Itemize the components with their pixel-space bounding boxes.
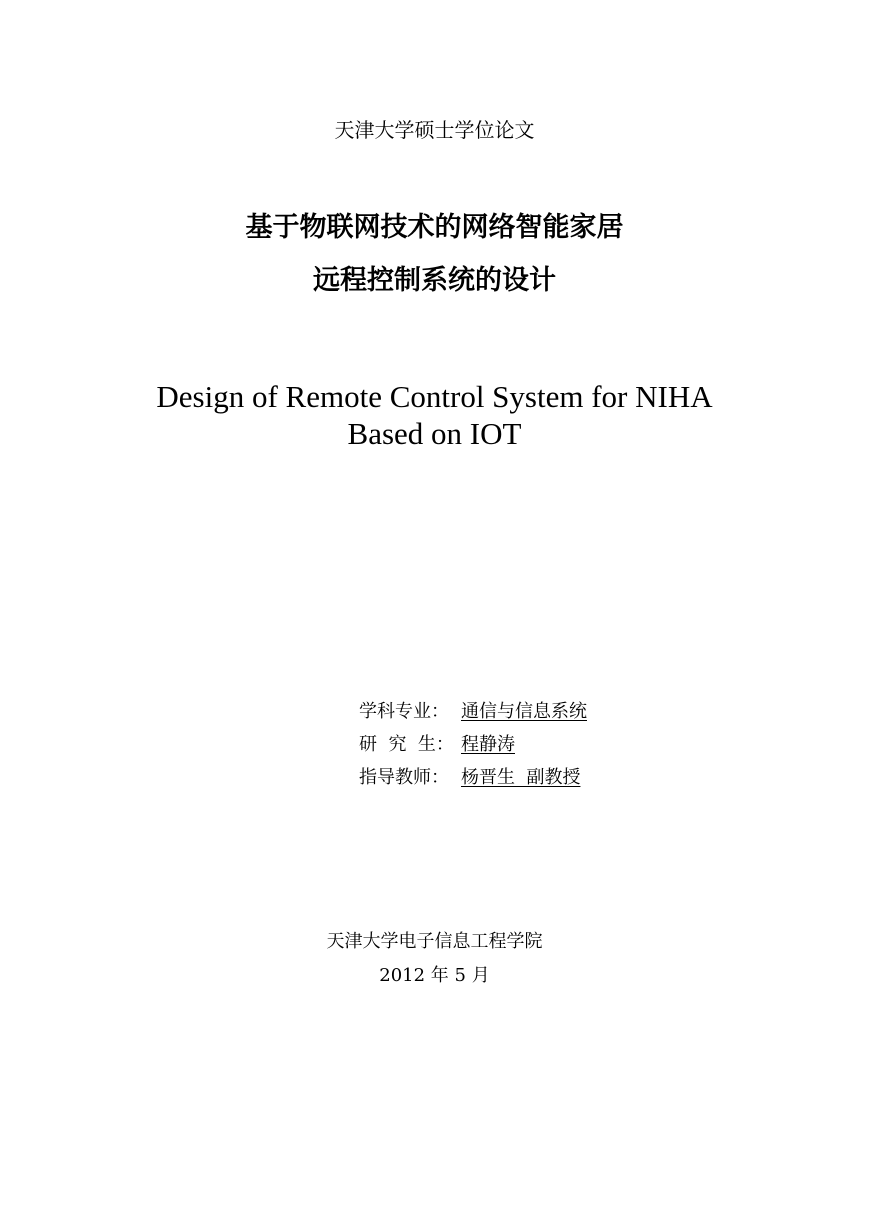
institution-name: 天津大学电子信息工程学院 <box>326 931 543 952</box>
student-value: 程静涛 <box>461 734 515 755</box>
advisor-row <box>359 761 587 794</box>
thesis-info-block <box>359 695 587 794</box>
major-label: 学科专业： <box>359 701 449 722</box>
advisor-value: 杨晋生 副教授 <box>461 767 581 788</box>
student-label: 研 究 生： <box>359 734 454 755</box>
major-row <box>359 695 587 728</box>
chinese-title-line-1: 基于物联网技术的网络智能家居 <box>245 212 624 243</box>
submission-date: 2012 年 5 月 <box>379 965 490 986</box>
english-title-line-2: Based on IOT <box>347 416 522 451</box>
major-value: 通信与信息系统 <box>461 701 587 722</box>
advisor-label: 指导教师： <box>359 767 449 788</box>
chinese-title-line-2: 远程控制系统的设计 <box>313 265 556 296</box>
student-row <box>359 728 587 761</box>
english-title-line-1: Design of Remote Control System for NIHA <box>156 379 713 414</box>
university-degree-heading: 天津大学硕士学位论文 <box>334 118 535 142</box>
